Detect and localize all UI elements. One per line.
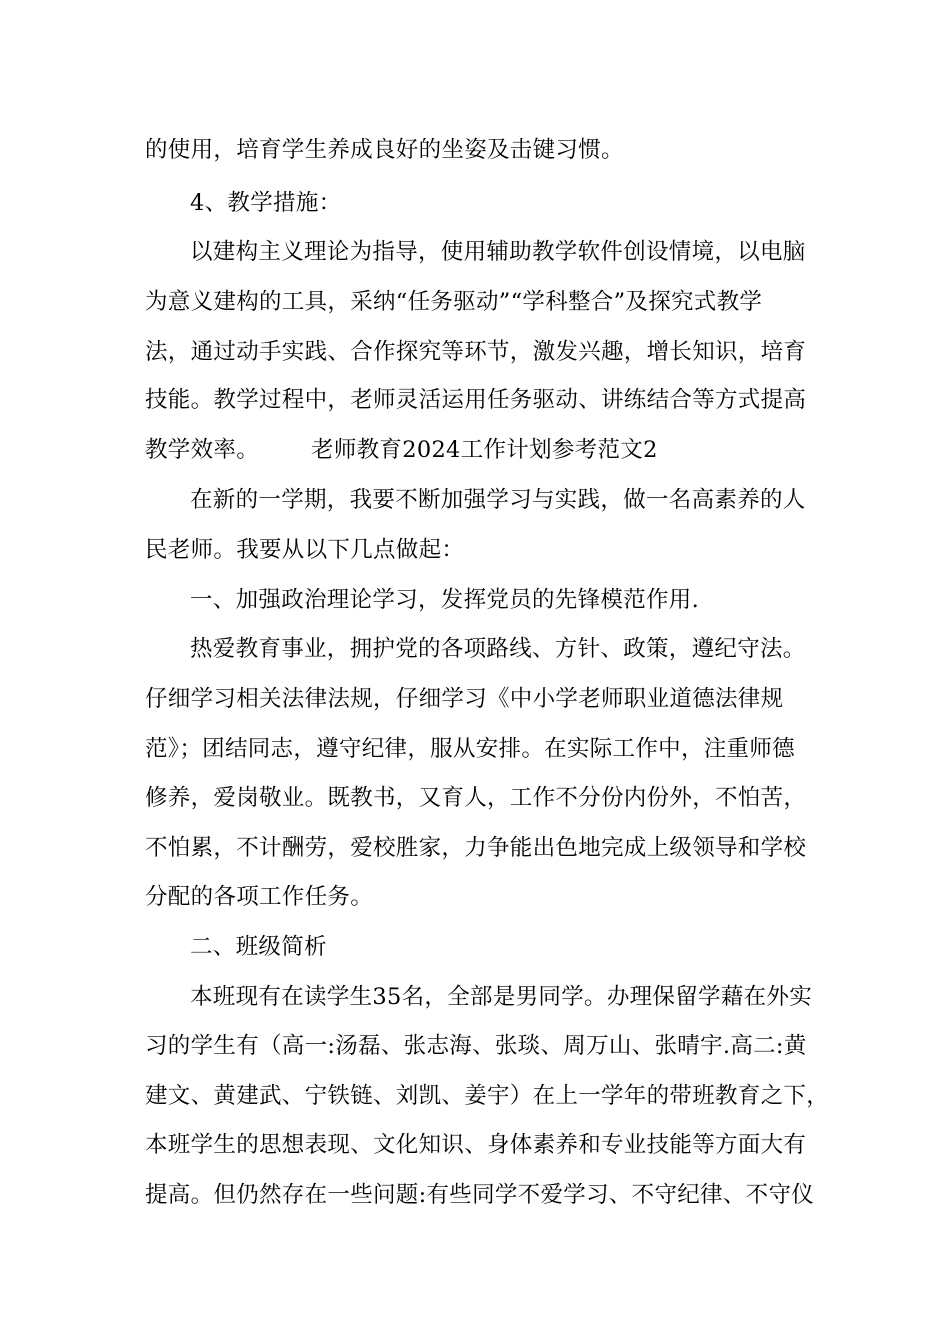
text-line: 提高。但仍然存在一些问题:有些同学不爱学习、不守纪律、不守仪 <box>145 1182 815 1208</box>
text-line: 的使用，培育学生养成良好的坐姿及击键习惯。 <box>145 137 624 163</box>
text-line: 民老师。我要从以下几点做起： <box>145 537 465 563</box>
text-line: 范》；团结同志，遵守纪律，服从安排。在实际工作中，注重师德 <box>145 736 795 762</box>
section-heading: 二、班级简析 <box>190 934 327 960</box>
text-line: 技能。教学过程中，老师灵活运用任务驱动、讲练结合等方式提高 <box>145 387 807 413</box>
text-line: 以建构主义理论为指导，使用辅助教学软件创设情境，以电脑 <box>190 239 806 265</box>
text-line: 仔细学习相关法律法规，仔细学习《中小学老师职业道德法律规 <box>145 686 784 712</box>
text-line: 本班学生的思想表现、文化知识、身体素养和专业技能等方面大有 <box>145 1132 807 1158</box>
text-line: 在新的一学期，我要不断加强学习与实践，做一名高素养的人 <box>190 487 806 513</box>
text-line: 分配的各项工作任务。 <box>145 884 374 910</box>
text-line: 不怕累，不计酬劳，爱校胜家，力争能出色地完成上级领导和学校 <box>145 835 807 861</box>
text-line: 法，通过动手实践、合作探究等环节，激发兴趣，增长知识，培育 <box>145 339 807 365</box>
text-line: 热爱教育事业，拥护党的各项路线、方针、政策，遵纪守法。 <box>190 636 806 662</box>
text-line: 建文、黄建武、宁铁链、刘凯、姜宇）在上一学年的带班教育之下， <box>145 1083 830 1109</box>
text-line-with-title <box>145 435 825 465</box>
section-heading: 4、教学措施： <box>190 190 342 216</box>
section-heading: 一、加强政治理论学习，发挥党员的先锋模范作用. <box>190 587 700 613</box>
text-line: 修养，爱岗敬业。既教书，又育人，工作不分份内份外，不怕苦， <box>145 785 807 811</box>
text-segment: 教学效率。 <box>145 437 260 463</box>
text-line: 为意义建构的工具，采纳“任务驱动”“学科整合”及探究式教学 <box>145 289 763 315</box>
text-line: 本班现有在读学生35名，全部是男同学。办理保留学藉在外实 <box>190 984 813 1010</box>
document-title: 老师教育2024工作计划参考范文2 <box>311 437 658 463</box>
text-line: 习的学生有（高一:汤磊、张志海、张琰、周万山、张晴宇.高二:黄 <box>145 1033 807 1059</box>
